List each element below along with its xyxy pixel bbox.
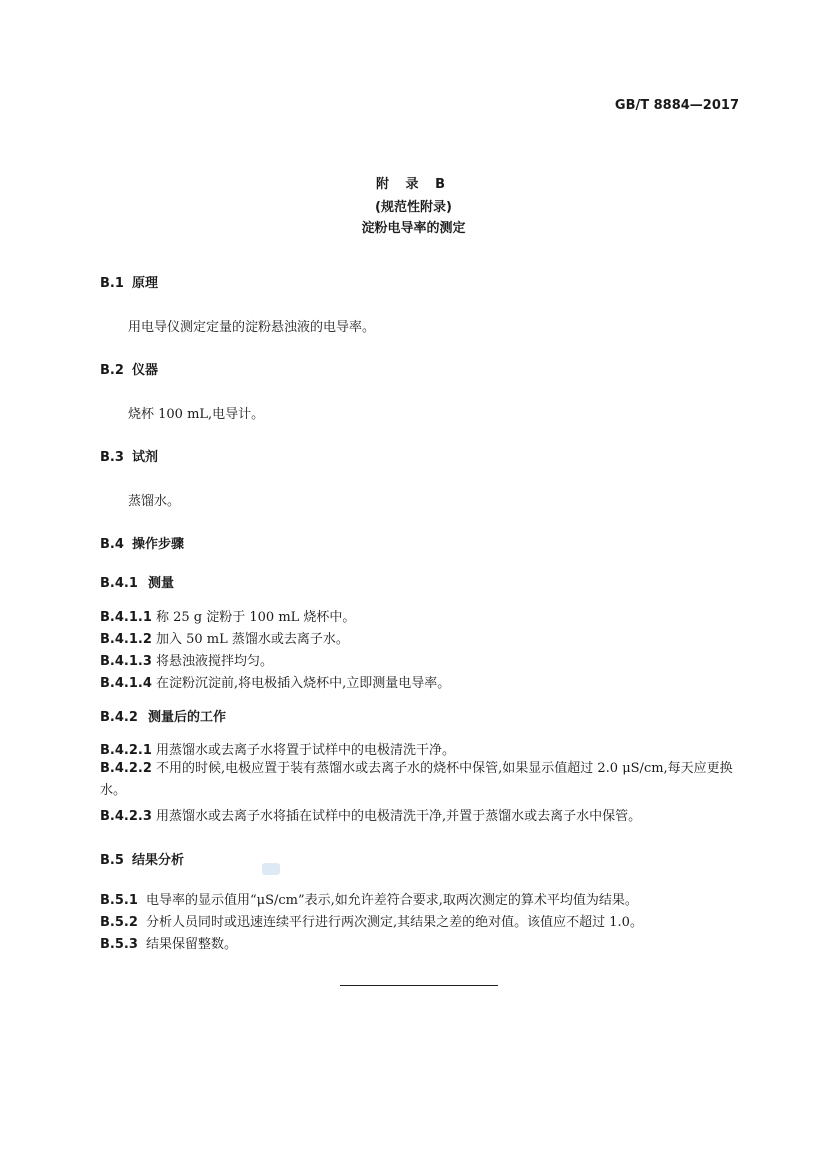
section-title: 结果分析 bbox=[132, 853, 185, 868]
section-text-b1: 用电导仪测定定量的淀粉悬浊液的电导率。 bbox=[128, 320, 376, 335]
clause-number: B.4.1.1 bbox=[100, 610, 152, 625]
section-title: 操作步骤 bbox=[132, 537, 185, 552]
clause-number: B.4.2.3 bbox=[100, 809, 152, 824]
clause-text: 将悬浊液搅拌均匀。 bbox=[156, 654, 274, 669]
clause-number: B.4.1.4 bbox=[100, 676, 152, 691]
clause-number: B.5.3 bbox=[100, 937, 138, 952]
appendix-title: 淀粉电导率的测定 bbox=[361, 221, 466, 236]
section-text-b2: 烧杯 100 mL,电导计。 bbox=[128, 407, 265, 422]
section-title: 试剂 bbox=[132, 450, 159, 465]
clause-b422 bbox=[100, 758, 742, 802]
clause-number: B.5.1 bbox=[100, 893, 138, 908]
clause-b414 bbox=[100, 672, 450, 691]
clause-b52 bbox=[100, 911, 643, 930]
section-title: 原理 bbox=[132, 276, 159, 291]
section-heading-b4 bbox=[100, 533, 184, 552]
clause-b421 bbox=[100, 739, 455, 758]
clause-number: B.4.1.2 bbox=[100, 632, 152, 647]
clause-text: 电导率的显示值用“μS/cm”表示,如允许差符合要求,取两次测定的算术平均值为结果。 bbox=[146, 893, 638, 908]
clause-b412 bbox=[100, 628, 349, 647]
section-heading-b5 bbox=[100, 849, 184, 868]
section-number: B.3 bbox=[100, 450, 124, 465]
standard-code: GB/T 8884—2017 bbox=[614, 98, 739, 113]
clause-b423 bbox=[100, 805, 641, 824]
section-number: B.5 bbox=[100, 853, 124, 868]
clause-number: B.4.2.1 bbox=[100, 743, 152, 758]
clause-text: 分析人员同时或迅速连续平行进行两次测定,其结果之差的绝对值。该值应不超过 1.0。 bbox=[146, 915, 643, 930]
clause-number: B.4.1.3 bbox=[100, 654, 152, 669]
clause-number: B.5.2 bbox=[100, 915, 138, 930]
clause-text: 在淀粉沉淀前,将电极插入烧杯中,立即测量电导率。 bbox=[156, 676, 451, 691]
section-heading-b3 bbox=[100, 446, 158, 465]
clause-text: 加入 50 mL 蒸馏水或去离子水。 bbox=[156, 632, 349, 647]
section-number: B.4 bbox=[100, 537, 124, 552]
clause-b411 bbox=[100, 606, 355, 625]
clause-text: 用蒸馏水或去离子水将插在试样中的电极清洗干净,并置于蒸馏水或去离子水中保管。 bbox=[156, 809, 642, 824]
section-title: 测量后的工作 bbox=[148, 710, 227, 725]
section-heading-b42 bbox=[100, 706, 226, 725]
clause-number: B.4.2.2 bbox=[100, 761, 152, 776]
clause-text: 称 25 g 淀粉于 100 mL 烧杯中。 bbox=[156, 610, 356, 625]
clause-text: 结果保留整数。 bbox=[146, 937, 238, 952]
end-rule bbox=[340, 985, 498, 986]
section-number: B.1 bbox=[100, 276, 124, 291]
section-heading-b1 bbox=[100, 272, 158, 291]
appendix-label: 附 录 B bbox=[376, 177, 451, 192]
clause-b53 bbox=[100, 933, 237, 952]
section-number: B.4.2 bbox=[100, 710, 138, 725]
watermark-logo bbox=[262, 863, 280, 875]
clause-b51 bbox=[100, 889, 638, 908]
clause-text: 用蒸馏水或去离子水将置于试样中的电极清洗干净。 bbox=[156, 743, 456, 758]
clause-b413 bbox=[100, 650, 273, 669]
section-heading-b41 bbox=[100, 572, 174, 591]
section-number: B.4.1 bbox=[100, 576, 138, 591]
section-number: B.2 bbox=[100, 363, 124, 378]
section-heading-b2 bbox=[100, 359, 158, 378]
clause-text: 不用的时候,电极应置于装有蒸馏水或去离子水的烧杯中保管,如果显示值超过 2.0 μS/cm,每天应更换水。 bbox=[100, 761, 733, 798]
section-title: 仪器 bbox=[132, 363, 159, 378]
section-title: 测量 bbox=[148, 576, 175, 591]
appendix-type: (规范性附录) bbox=[375, 200, 452, 215]
section-text-b3: 蒸馏水。 bbox=[128, 494, 181, 509]
